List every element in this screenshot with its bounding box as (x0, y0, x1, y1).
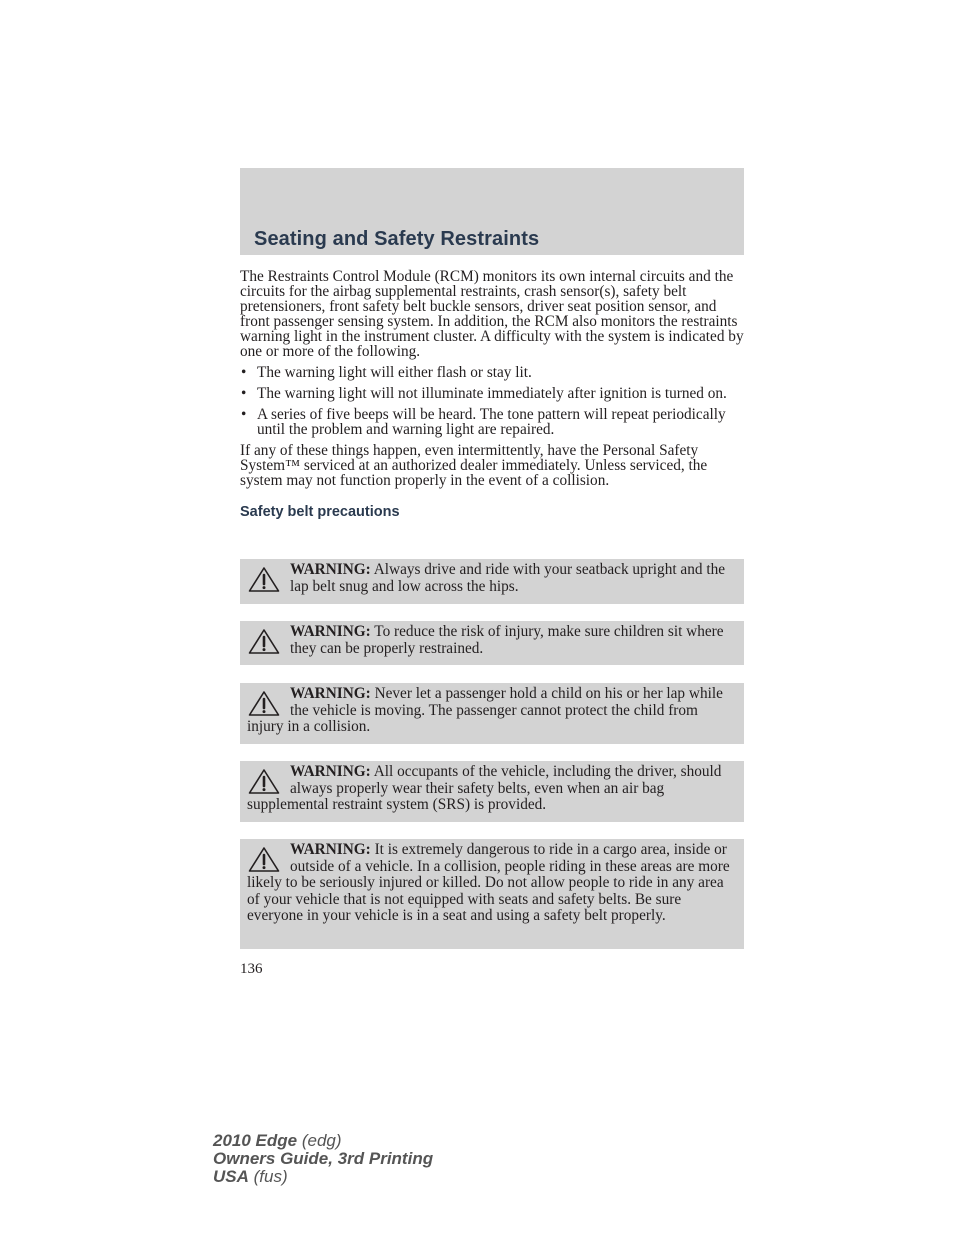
list-item: • The warning light will either flash or stay lit. (240, 365, 744, 380)
service-paragraph: If any of these things happen, even intermittently, have the Personal Safety System™ serviced at an authorized dealer immediately. Unless serviced, the system may not function properly in the event of a collision. (240, 442, 708, 489)
warning-triangle-icon (248, 690, 280, 717)
intro-paragraph: The Restraints Control Module (RCM) monitors its own internal circuits and the circuits for the airbag supplemental restraints, crash sensor(s), safety belt pretensioners, front safety belt buckle sensors, driver seat position sensor, and front passenger sensing system. In addition, the RCM also monitors the restraints warning light in the instrument cluster. A difficulty with the system is indicated by one or more of the following. (240, 268, 744, 360)
section-title: Seating and Safety Restraints (254, 228, 540, 250)
warning-triangle-icon (248, 628, 280, 655)
warning-label: WARNING: (290, 623, 371, 640)
warning-text: All occupants of the vehicle, including the driver, should always properly wear their safety belts, even when an air bag supplemental restraint system (SRS) is provided. (247, 763, 722, 813)
warning-triangle-icon (248, 846, 280, 873)
warning-box (240, 761, 744, 822)
footer-line (213, 1150, 433, 1168)
warning-box (240, 839, 744, 949)
bullet-list (240, 365, 744, 437)
warning-box (240, 559, 744, 604)
section-header-band (240, 168, 744, 255)
warning-triangle-icon (248, 768, 280, 795)
warning-text: To reduce the risk of injury, make sure children sit where they can be properly restrained. (290, 623, 724, 657)
warning-box (240, 683, 744, 744)
footer-model-code: (edg) (301, 1131, 342, 1150)
body-content (240, 269, 744, 521)
warning-text: Never let a passenger hold a child on his or her lap while the vehicle is moving. The passenger cannot protect the child from injury in a collision. (247, 685, 723, 735)
warning-label: WARNING: (290, 685, 371, 702)
footer-line (213, 1132, 433, 1150)
warning-label: WARNING: (290, 561, 371, 578)
footer-market: USA (213, 1167, 249, 1186)
list-item: • The warning light will not illuminate immediately after ignition is turned on. (240, 386, 744, 401)
warning-text: It is extremely dangerous to ride in a cargo area, inside or outside of a vehicle. In a collision, people riding in these areas are more likely to be seriously injured or killed. Do not allow people to ride in any area of your vehicle that is not equipped with seats and safety belts. Be sure everyone in your vehicle is in a seat and using a safety belt properly. (247, 841, 730, 924)
footer-model: 2010 Edge (213, 1131, 298, 1150)
document-footer (213, 1132, 433, 1186)
warning-triangle-icon (248, 566, 280, 593)
list-item: • A series of five beeps will be heard. The tone pattern will repeat periodically until the problem and warning light are repaired. (240, 407, 744, 437)
warning-label: WARNING: (290, 841, 371, 858)
footer-guide-title: Owners Guide, 3rd Printing (213, 1149, 434, 1168)
warning-text: Always drive and ride with your seatback upright and the lap belt snug and low across the hips. (290, 561, 726, 595)
page-number: 136 (240, 961, 263, 977)
footer-market-code: (fus) (253, 1167, 288, 1186)
footer-line (213, 1168, 433, 1186)
subheading: Safety belt precautions (240, 504, 400, 520)
warning-box (240, 621, 744, 665)
warning-label: WARNING: (290, 763, 371, 780)
